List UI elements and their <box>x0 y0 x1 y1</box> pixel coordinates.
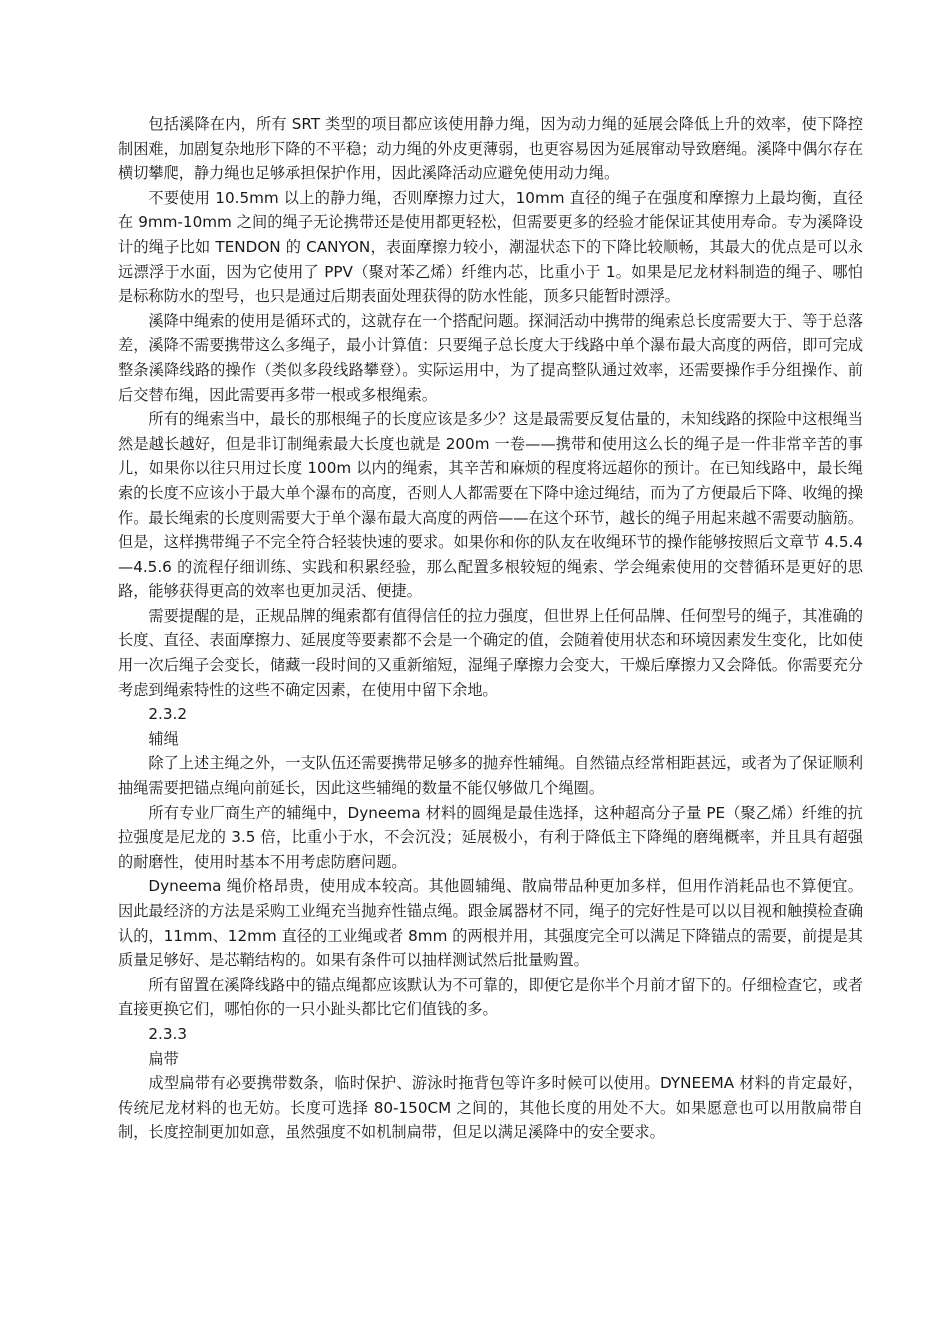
paragraph-longest-rope: 所有的绳索当中，最长的那根绳子的长度应该是多少？这是最需要反复估量的，未知线路的探险中这根绳当然是越长越好，但是非订制绳索最大长度也就是 200m 一卷——携带和使用这么长的绳子是一件非常辛苦的事儿，如果你以往只用过长度 100m 以内的绳索，其辛苦和麻烦的程度将远超你的预计。在已知线路中，最长绳索的长度不应该小于最大单个瀑布的高度，否则人人都需要在下降中途过绳结，而为了方便最后下降、收绳的操作。最长绳索的长度则需要大于单个瀑布最大高度的两倍——在这个环节，越长的绳子用起来越不需要动脑筋。但是，这样携带绳子不完全符合轻装快速的要求。如果你和你的队友在收绳环节的操作能够按照后文章节 4.5.4—4.5.6 的流程仔细训练、实践和积累经验，那么配置多根较短的绳索、学会绳索使用的交替循环是更好的思路，能够获得更高的效率也更加灵活、便捷。 <box>118 410 863 601</box>
paragraph-rope-rotation: 溪降中绳索的使用是循环式的，这就存在一个搭配问题。探洞活动中携带的绳索总长度需要大于、等于总落差，溪降不需要携带这么多绳子，最小计算值：只要绳子总长度大于线路中单个瀑布最大高度的两倍，即可完成整条溪降线路的操作（类似多段线路攀登）。实际运用中，为了提高整队通过效率，还需要操作手分组操作、前后交替布绳，因此需要再多带一根或多根绳索。 <box>118 311 863 404</box>
section-title-webbing: 扁带 <box>148 1049 179 1068</box>
paragraph-webbing: 成型扁带有必要携带数条，临时保护、游泳时拖背包等许多时候可以使用。DYNEEMA 材料的肯定最好，传统尼龙材料的也无妨。长度可选择 80-150CM 之间的，其他长度的用处不大。如果愿意也可以用散扁带自制，长度控制更加如意，虽然强度不如机制扁带，但足以满足溪降中的安全要求。 <box>118 1074 863 1142</box>
paragraph-dyneema-rope: 所有专业厂商生产的辅绳中，Dyneema 材料的圆绳是最佳选择，这种超高分子量 PE（聚乙烯）纤维的抗拉强度是尼龙的 3.5 倍，比重小于水，不会沉没；延展极小，有利于降低主下降绳的磨绳概率，并且具有超强的耐磨性，使用时基本不用考虑防磨问题。 <box>118 803 863 871</box>
paragraph-auxiliary-rope-intro: 除了上述主绳之外，一支队伍还需要携带足够多的抛弃性辅绳。自然锚点经常相距甚远，或者为了保证顺利抽绳需要把锚点绳向前延长，因此这些辅绳的数量不能仅够做几个绳圈。 <box>118 754 863 798</box>
paragraph-srt-static-rope: 包括溪降在内，所有 SRT 类型的项目都应该使用静力绳，因为动力绳的延展会降低上升的效率，使下降控制困难，加剧复杂地形下降的不平稳；动力绳的外皮更薄弱，也更容易因为延展窜动导致磨绳。溪降中偶尔存在横切攀爬，静力绳也足够承担保护作用，因此溪降活动应避免使用动力绳。 <box>118 115 863 183</box>
section-title-auxiliary-rope: 辅绳 <box>148 729 179 748</box>
paragraph-industrial-rope: Dyneema 绳价格昂贵，使用成本较高。其他圆辅绳、散扁带品种更加多样，但用作消耗品也不算便宜。因此最经济的方法是采购工业绳充当抛弃性锚点绳。跟金属器材不同，绳子的完好性是可以以目视和触摸检查确认的，11mm、12mm 直径的工业绳或者 8mm 的两根并用，其强度完全可以满足下降锚点的需要，前提是其质量足够好、是芯鞘结构的。如果有条件可以抽样测试然后批量购置。 <box>118 877 863 970</box>
document-body <box>118 112 863 1145</box>
section-number-2-3-3: 2.3.3 <box>148 1024 188 1043</box>
paragraph-rope-diameter: 不要使用 10.5mm 以上的静力绳，否则摩擦力过大，10mm 直径的绳子在强度和摩擦力上最均衡，直径在 9mm-10mm 之间的绳子无论携带还是使用都更轻松，但需要更多的经验才能保证其使用寿命。专为溪降设计的绳子比如 TENDON 的 CANYON，表面摩擦力较小，潮湿状态下的下降比较顺畅，其最大的优点是可以永远漂浮于水面，因为它使用了 PPV（聚对苯乙烯）纤维内芯，比重小于 1。如果是尼龙材料制造的绳子、哪怕是标称防水的型号，也只是通过后期表面处理获得的防水性能，顶多只能暂时漂浮。 <box>118 188 863 306</box>
section-number-2-3-2: 2.3.2 <box>148 705 188 724</box>
paragraph-anchor-reliability: 所有留置在溪降线路中的锚点绳都应该默认为不可靠的，即便它是你半个月前才留下的。仔细检查它，或者直接更换它们，哪怕你的一只小趾头都比它们值钱的多。 <box>118 975 863 1019</box>
paragraph-rope-uncertainty: 需要提醒的是，正规品牌的绳索都有值得信任的拉力强度，但世界上任何品牌、任何型号的绳子，其准确的长度、直径、表面摩擦力、延展度等要素都不会是一个确定的值，会随着使用状态和环境因素发生变化，比如使用一次后绳子会变长，储藏一段时间的又重新缩短，湿绳子摩擦力会变大，干燥后摩擦力又会降低。你需要充分考虑到绳索特性的这些不确定因素，在使用中留下余地。 <box>118 606 863 699</box>
